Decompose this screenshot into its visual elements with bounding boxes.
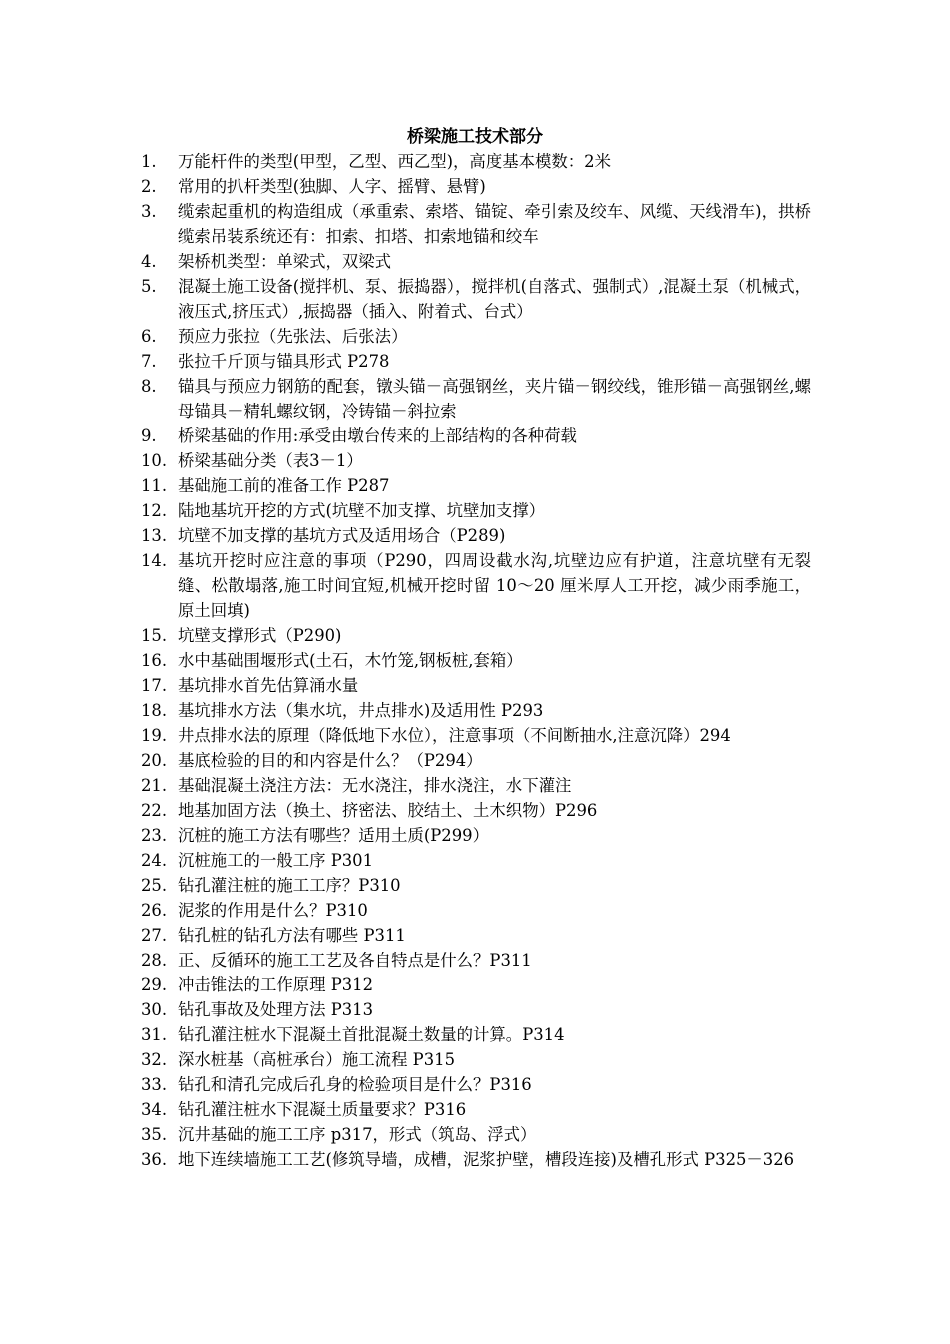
list-item-number: 12. [141, 501, 168, 521]
document-title: 桥梁施工技术部分 [407, 127, 543, 147]
list-item-text: 基坑排水方法（集水坑，井点排水)及适用性 P293 [178, 700, 544, 720]
list-item [141, 1023, 811, 1048]
list-item-text: 钻孔灌注桩水下混凝土首批混凝土数量的计算。P314 [178, 1025, 565, 1045]
list-item-number: 22. [141, 800, 168, 820]
list-item-number: 34. [141, 1100, 168, 1120]
list-item [141, 1123, 811, 1148]
list-item [141, 200, 811, 250]
list-item [141, 649, 811, 674]
list-item [141, 375, 811, 425]
list-item-text: 沉井基础的施工工序 p317，形式（筑岛、浮式） [178, 1125, 537, 1145]
list-item-text: 钻孔桩的钻孔方法有哪些 P311 [178, 925, 406, 945]
list-item-text: 地基加固方法（换土、挤密法、胶结土、土木织物）P296 [178, 800, 598, 820]
list-item [141, 275, 811, 325]
list-item-number: 26. [141, 900, 168, 920]
list-item [141, 924, 811, 949]
list-item-number: 2. [141, 176, 157, 196]
list-item-text: 正、反循环的施工工艺及各自特点是什么？P311 [178, 950, 532, 970]
list-item [141, 998, 811, 1023]
list-item [141, 325, 811, 350]
list-item-number: 17. [141, 676, 168, 696]
list-item-number: 21. [141, 775, 168, 795]
list-item-text: 水中基础围堰形式(土石，木竹笼,钢板桩,套箱） [178, 651, 523, 671]
list-item-text: 钻孔事故及处理方法 P313 [178, 1000, 374, 1020]
list-item-number: 4. [141, 251, 157, 271]
list-item-text: 张拉千斤顶与锚具形式 P278 [178, 351, 390, 371]
list-item [141, 874, 811, 899]
list-item-number: 10. [141, 451, 168, 471]
list-item-number: 27. [141, 925, 168, 945]
list-item-number: 5. [141, 276, 157, 296]
list-item-text: 井点排水法的原理（降低地下水位），注意事项（不间断抽水,注意沉降）294 [178, 725, 731, 745]
list-item-text: 锚具与预应力钢筋的配套，镦头锚－高强钢丝，夹片锚－钢绞线，锥形锚－高强钢丝,螺母锚具－精轧螺纹钢，冷铸锚－斜拉索 [178, 376, 811, 421]
list-item [141, 799, 811, 824]
list-item [141, 150, 811, 175]
list-item-number: 18. [141, 700, 168, 720]
list-item-text: 坑壁支撑形式（P290) [178, 626, 342, 646]
list-item-number: 31. [141, 1025, 168, 1045]
list-item-text: 深水桩基（高桩承台）施工流程 P315 [178, 1050, 455, 1070]
list-item [141, 524, 811, 549]
list-item-text: 泥浆的作用是什么？P310 [178, 900, 368, 920]
list-item-number: 32. [141, 1050, 168, 1070]
list-item [141, 849, 811, 874]
list-item-text: 基底检验的目的和内容是什么？（P294） [178, 750, 483, 770]
list-item-text: 混凝土施工设备(搅拌机、泵、振捣器），搅拌机(自落式、强制式）,混凝土泵（机械式，液压式,挤压式）,振捣器（插入、附着式、台式） [178, 276, 811, 321]
list-item [141, 175, 811, 200]
list-item [141, 449, 811, 474]
list-item [141, 1048, 811, 1073]
list-item [141, 824, 811, 849]
list-item-text: 基坑开挖时应注意的事项（P290，四周设截水沟,坑壁边应有护道，注意坑壁有无裂缝、松散塌落,施工时间宜短,机械开挖时留 10～20 厘米厚人工开挖，减少雨季施工，原土回填) [178, 551, 811, 621]
list-item-text: 钻孔灌注桩的施工工序？P310 [178, 875, 401, 895]
list-item-number: 30. [141, 1000, 168, 1020]
list-item-number: 7. [141, 351, 157, 371]
list-item [141, 624, 811, 649]
list-item-text: 基坑排水首先估算涌水量 [178, 676, 359, 696]
list-item [141, 499, 811, 524]
list-item [141, 350, 811, 375]
list-item-text: 沉桩施工的一般工序 P301 [178, 850, 374, 870]
question-list [141, 150, 811, 1173]
list-item [141, 1148, 811, 1173]
list-item-text: 坑壁不加支撑的基坑方式及适用场合（P289) [178, 526, 506, 546]
list-item-text: 桥梁基础的作用:承受由墩台传来的上部结构的各种荷载 [178, 426, 577, 446]
list-item-number: 16. [141, 651, 168, 671]
list-item-number: 3. [141, 201, 157, 221]
list-item [141, 549, 811, 624]
list-item [141, 424, 811, 449]
list-item-text: 缆索起重机的构造组成（承重索、索塔、锚锭、牵引索及绞车、风缆、天线滑车)，拱桥缆索吊装系统还有：扣索、扣塔、扣索地锚和绞车 [178, 201, 811, 246]
list-item-number: 24. [141, 850, 168, 870]
list-item [141, 699, 811, 724]
list-item-number: 20. [141, 750, 168, 770]
list-item-number: 36. [141, 1150, 168, 1170]
list-item-number: 35. [141, 1125, 168, 1145]
list-item-text: 桥梁基础分类（表3－1） [178, 451, 363, 471]
list-item [141, 1098, 811, 1123]
list-item [141, 474, 811, 499]
list-item-number: 33. [141, 1075, 168, 1095]
list-item [141, 749, 811, 774]
list-item-number: 8. [141, 376, 157, 396]
list-item-text: 万能杆件的类型(甲型，乙型、西乙型)，高度基本模数：2米 [178, 152, 611, 171]
list-item-text: 架桥机类型：单梁式，双梁式 [178, 251, 392, 271]
list-item-number: 19. [141, 725, 168, 745]
list-item-number: 25. [141, 875, 168, 895]
list-item [141, 973, 811, 998]
list-item-text: 陆地基坑开挖的方式(坑壁不加支撑、坑壁加支撑） [178, 501, 545, 521]
list-item-number: 11. [141, 476, 168, 496]
list-item [141, 774, 811, 799]
list-item-text: 沉桩的施工方法有哪些？适用土质(P299） [178, 825, 489, 845]
list-item [141, 250, 811, 275]
list-item-text: 基础施工前的准备工作 P287 [178, 476, 390, 496]
list-item-number: 15. [141, 626, 168, 646]
list-item [141, 949, 811, 974]
list-item-number: 23. [141, 825, 168, 845]
list-item-number: 28. [141, 950, 168, 970]
list-item-number: 14. [141, 551, 168, 571]
list-item [141, 674, 811, 699]
list-item-number: 29. [141, 975, 168, 995]
list-item-number: 1. [141, 152, 157, 171]
list-item-text: 地下连续墙施工工艺(修筑导墙，成槽，泥浆护壁，槽段连接)及槽孔形式 P325－326 [178, 1150, 795, 1170]
list-item-text: 冲击锥法的工作原理 P312 [178, 975, 374, 995]
list-item-text: 常用的扒杆类型(独脚、人字、摇臂、悬臂) [178, 176, 486, 196]
list-item-number: 9. [141, 426, 157, 446]
list-item-text: 钻孔灌注桩水下混凝土质量要求？P316 [178, 1100, 467, 1120]
list-item [141, 724, 811, 749]
list-item-text: 预应力张拉（先张法、后张法） [178, 326, 408, 346]
list-item [141, 1073, 811, 1098]
list-item [141, 899, 811, 924]
list-item-number: 13. [141, 526, 168, 546]
list-item-number: 6. [141, 326, 157, 346]
list-item-text: 钻孔和清孔完成后孔身的检验项目是什么？P316 [178, 1075, 532, 1095]
list-item-text: 基础混凝土浇注方法：无水浇注，排水浇注，水下灌注 [178, 775, 572, 795]
